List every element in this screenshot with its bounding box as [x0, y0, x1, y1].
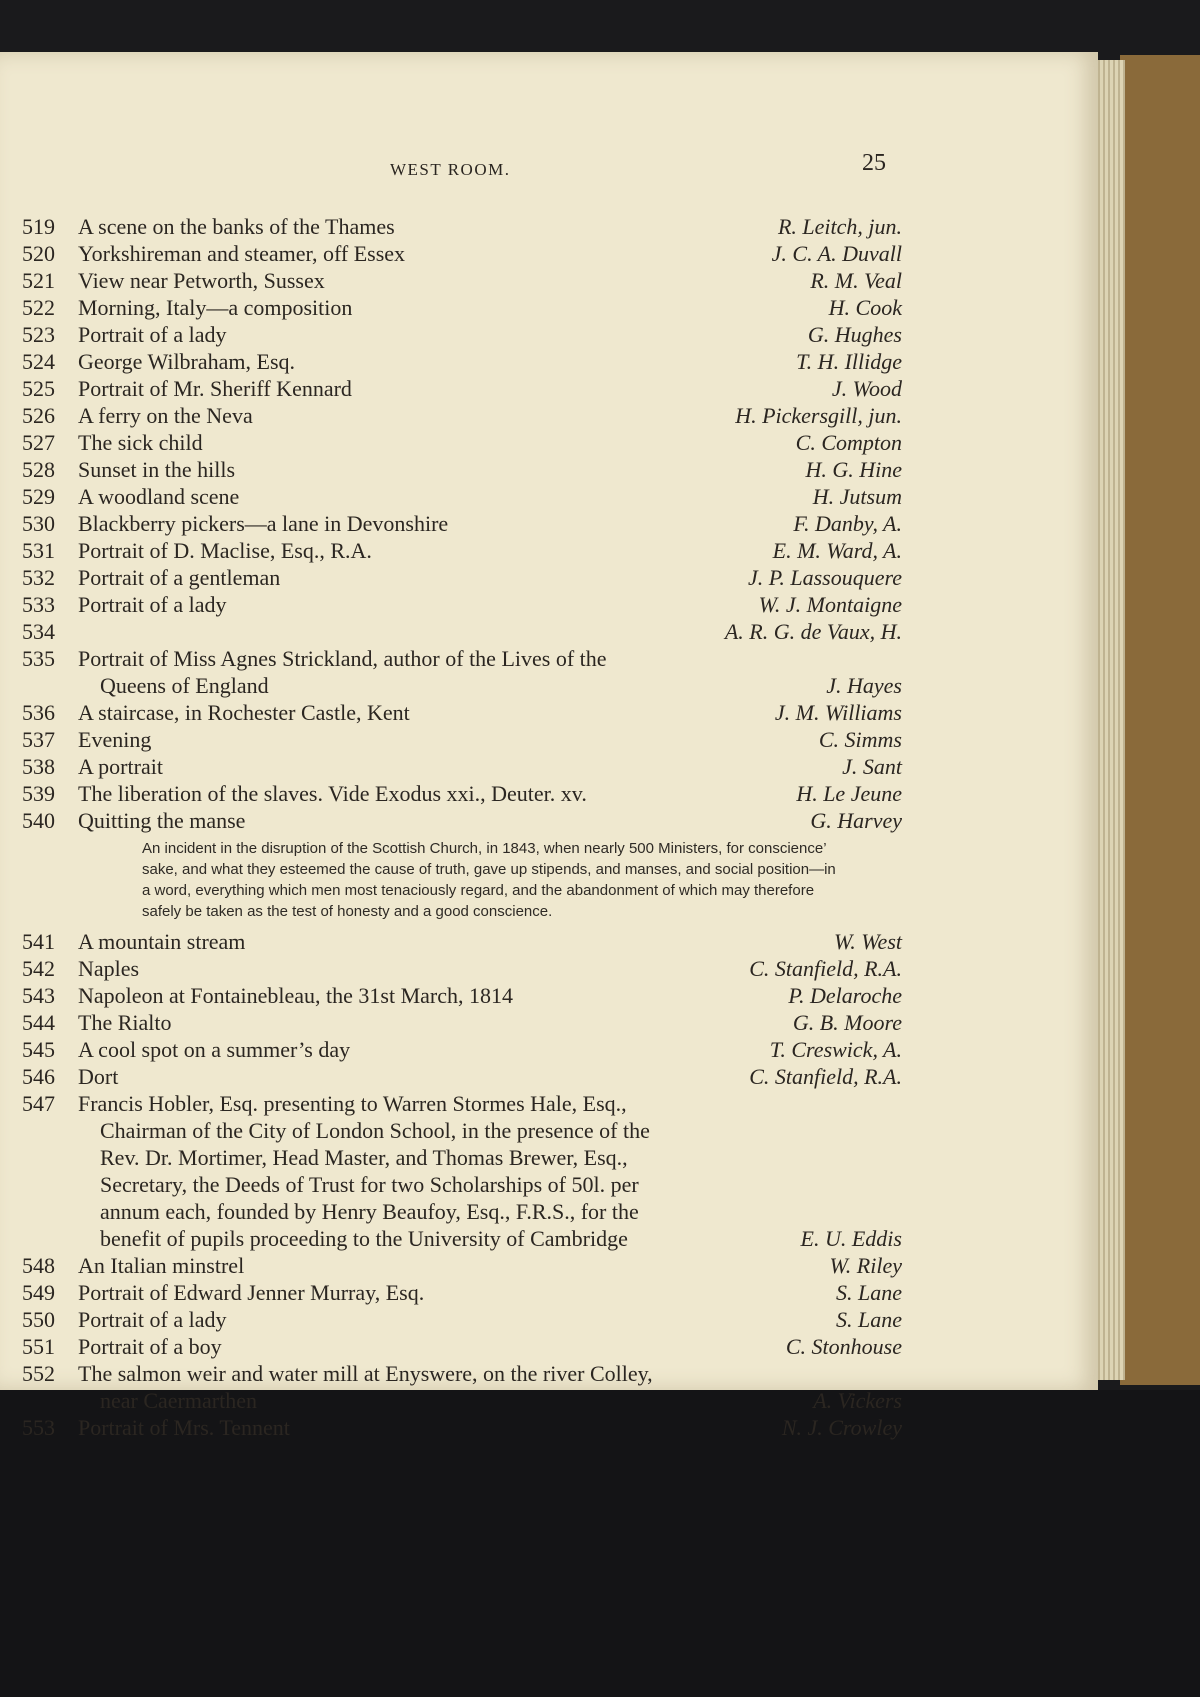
- entry-line: [22, 1252, 902, 1279]
- entry-title: A mountain stream: [78, 929, 246, 954]
- entry-number: 550: [22, 1307, 55, 1332]
- entry-artist: H. Le Jeune: [796, 781, 902, 806]
- entry-number: 531: [22, 538, 55, 563]
- entry-title: A woodland scene: [78, 484, 240, 509]
- entry-number: 552: [22, 1361, 55, 1386]
- entry-artist: E. M. Ward, A.: [772, 538, 902, 563]
- entry-line: [22, 1360, 902, 1387]
- catalogue-entry: [22, 240, 902, 267]
- entry-artist: C. Simms: [818, 727, 902, 752]
- page-header: [0, 148, 1098, 188]
- catalogue-entry: [22, 1414, 902, 1441]
- catalogue-entry: [22, 699, 902, 726]
- entry-line: [22, 1090, 902, 1117]
- running-title: WEST ROOM.: [390, 160, 511, 179]
- entry-title: A portrait: [78, 754, 163, 779]
- catalogue-entry: [22, 645, 902, 699]
- catalogue-entry: [22, 1252, 902, 1279]
- entry-number: 546: [22, 1064, 55, 1089]
- entry-title: The liberation of the slaves. Vide Exodus xxi., Deuter. xv.: [78, 781, 587, 806]
- catalogue-entry: [22, 213, 902, 240]
- entry-line: [22, 537, 902, 564]
- entry-number: 521: [22, 268, 55, 293]
- entry-title: Portrait of Miss Agnes Strickland, author of the Lives of the: [78, 646, 607, 671]
- catalogue-entry: [22, 564, 902, 591]
- catalogue-entry: [22, 429, 902, 456]
- entry-line: [22, 1171, 902, 1198]
- entry-line: [22, 672, 902, 699]
- entry-number: 529: [22, 484, 55, 509]
- entry-number: 540: [22, 808, 55, 833]
- entry-line: [22, 321, 902, 348]
- entry-number: 542: [22, 956, 55, 981]
- entry-artist: R. Leitch, jun.: [777, 214, 902, 239]
- entry-artist: F. Danby, A.: [793, 511, 902, 536]
- entry-number: 530: [22, 511, 55, 536]
- entry-artist: R. M. Veal: [810, 268, 902, 293]
- entry-title: Portrait of a lady: [78, 1307, 227, 1332]
- entry-number: 534: [22, 619, 55, 644]
- entry-artist: J. Hayes: [826, 673, 902, 698]
- catalogue-entry: [22, 807, 902, 922]
- entry-artist: H. Cook: [828, 295, 902, 320]
- entry-title: A staircase, in Rochester Castle, Kent: [78, 700, 410, 725]
- entry-line: [22, 1279, 902, 1306]
- entry-number: 522: [22, 295, 55, 320]
- entry-title: Sunset in the hills: [78, 457, 236, 482]
- entry-title: Naples: [78, 956, 140, 981]
- entry-line: [22, 1333, 902, 1360]
- entry-number: 533: [22, 592, 55, 617]
- entry-artist: E. U. Eddis: [800, 1226, 902, 1251]
- catalogue-entry: [22, 402, 902, 429]
- entry-line: [22, 591, 902, 618]
- entry-artist: J. P. Lassouquere: [748, 565, 902, 590]
- entry-title: The Rialto: [78, 1010, 172, 1035]
- entry-artist: J. M. Williams: [774, 700, 902, 725]
- entry-title-continued: Rev. Dr. Mortimer, Head Master, and Thomas Brewer, Esq.,: [100, 1145, 628, 1170]
- entry-title: View near Petworth, Sussex: [78, 268, 325, 293]
- entry-artist: J. Wood: [831, 376, 902, 401]
- entry-line: [22, 348, 902, 375]
- entry-line: [22, 1063, 902, 1090]
- entry-number: 548: [22, 1253, 55, 1278]
- entry-artist: G. Hughes: [807, 322, 902, 347]
- entry-line: [22, 982, 902, 1009]
- entry-title: Portrait of Edward Jenner Murray, Esq.: [78, 1280, 425, 1305]
- entry-artist: A. Vickers: [813, 1388, 902, 1413]
- catalogue-entry: [22, 294, 902, 321]
- entry-number: 543: [22, 983, 55, 1008]
- entry-number: 532: [22, 565, 55, 590]
- entry-title: An Italian minstrel: [78, 1253, 245, 1278]
- entry-title: Portrait of a boy: [78, 1334, 222, 1359]
- entry-artist: T. H. Illidge: [796, 349, 902, 374]
- entry-number: 538: [22, 754, 55, 779]
- entry-line: [22, 1414, 902, 1441]
- entry-line: [22, 1198, 902, 1225]
- catalogue-entry: [22, 726, 902, 753]
- entry-line: [22, 699, 902, 726]
- entry-number: 551: [22, 1334, 55, 1359]
- catalogue-entry: [22, 1009, 902, 1036]
- entry-title: Napoleon at Fontainebleau, the 31st March, 1814: [78, 983, 514, 1008]
- entry-title-continued: Chairman of the City of London School, in the presence of the: [100, 1118, 650, 1143]
- entry-line: [22, 753, 902, 780]
- entry-artist: H. Pickersgill, jun.: [735, 403, 902, 428]
- entry-title: Portrait of a lady: [78, 322, 227, 347]
- entry-line: [22, 429, 902, 456]
- entry-number: 525: [22, 376, 55, 401]
- entry-artist: G. Harvey: [810, 808, 902, 833]
- entry-line: [22, 375, 902, 402]
- entry-line: [22, 510, 902, 537]
- entry-title: Yorkshireman and steamer, off Essex: [78, 241, 406, 266]
- entry-note: An incident in the disruption of the Scottish Church, in 1843, when nearly 500 Ministers, for conscience’ sake, and what they esteemed the cause of truth, gave up stipends, and manses, and social position—in a word, everything which men most tenaciously regard, and the abandonment of which may therefore safely be taken as the test of honesty and a good conscience.: [142, 840, 836, 920]
- catalogue-entry: [22, 1306, 902, 1333]
- entry-title: Portrait of Mr. Sheriff Kennard: [78, 376, 352, 401]
- catalogue-entry: [22, 780, 902, 807]
- entry-line: [22, 726, 902, 753]
- entry-artist: C. Stanfield, R.A.: [749, 956, 902, 981]
- entry-line: [22, 267, 902, 294]
- entry-artist: C. Compton: [795, 430, 902, 455]
- entry-number: 553: [22, 1415, 55, 1440]
- entry-line: [22, 807, 902, 834]
- entry-title: Morning, Italy—a composition: [78, 295, 353, 320]
- entry-line: [22, 955, 902, 982]
- entry-artist: H. G. Hine: [805, 457, 902, 482]
- entry-line: [22, 1387, 902, 1414]
- entry-title: Portrait of D. Maclise, Esq., R.A.: [78, 538, 372, 563]
- entry-line: [22, 402, 902, 429]
- entry-number: 523: [22, 322, 55, 347]
- entry-number: 535: [22, 646, 55, 671]
- entry-title: Portrait of Mrs. Tennent: [78, 1415, 290, 1440]
- entry-number: 519: [22, 214, 55, 239]
- catalogue-entry: [22, 1360, 902, 1414]
- catalogue-entry: [22, 267, 902, 294]
- catalogue-entry: [22, 483, 902, 510]
- catalogue-entry: [22, 928, 902, 955]
- entry-number: 537: [22, 727, 55, 752]
- catalogue-entry: [22, 618, 902, 645]
- entry-artist: W. West: [833, 929, 902, 954]
- entry-number: 541: [22, 929, 55, 954]
- entry-artist: S. Lane: [836, 1280, 902, 1305]
- page-number: 25: [862, 150, 886, 176]
- catalogue-entry: [22, 510, 902, 537]
- entry-line: [22, 1225, 902, 1252]
- entry-number: 539: [22, 781, 55, 806]
- entry-artist: S. Lane: [836, 1307, 902, 1332]
- entry-number: 524: [22, 349, 55, 374]
- catalogue-entry: [22, 591, 902, 618]
- entry-line: [22, 294, 902, 321]
- entry-artist: N. J. Crowley: [781, 1415, 902, 1440]
- entry-line: [22, 780, 902, 807]
- entry-title: The sick child: [78, 430, 203, 455]
- entry-title: A ferry on the Neva: [78, 403, 253, 428]
- entry-artist: C. Stonhouse: [785, 1334, 902, 1359]
- entry-line: [22, 928, 902, 955]
- entry-artist: W. Riley: [829, 1253, 902, 1278]
- catalogue-entry: [22, 955, 902, 982]
- entry-line: [22, 213, 902, 240]
- entry-title: Quitting the manse: [78, 808, 246, 833]
- catalogue-entry: [22, 375, 902, 402]
- entry-number: 526: [22, 403, 55, 428]
- catalogue-entry: [22, 1063, 902, 1090]
- entry-title: Evening: [78, 727, 152, 752]
- entry-number: 536: [22, 700, 55, 725]
- entry-line: [22, 1036, 902, 1063]
- entry-title: Francis Hobler, Esq. presenting to Warren Stormes Hale, Esq.,: [78, 1091, 627, 1116]
- entry-title: Dort: [78, 1064, 119, 1089]
- entry-artist: H. Jutsum: [812, 484, 902, 509]
- entry-line: [22, 645, 902, 672]
- entry-number: 520: [22, 241, 55, 266]
- entry-artist: P. Delaroche: [788, 983, 902, 1008]
- entry-title: A cool spot on a summer’s day: [78, 1037, 351, 1062]
- entry-title: Portrait of a lady: [78, 592, 227, 617]
- entry-title: The salmon weir and water mill at Enyswere, on the river Colley,: [78, 1361, 653, 1386]
- entry-title-continued: annum each, founded by Henry Beaufoy, Esq., F.R.S., for the: [100, 1199, 639, 1224]
- catalogue-entry: [22, 1333, 902, 1360]
- catalogue-entry: [22, 456, 902, 483]
- catalogue-entry: [22, 753, 902, 780]
- catalogue-entry: [22, 1036, 902, 1063]
- entry-number: 547: [22, 1091, 55, 1116]
- entry-number: 544: [22, 1010, 55, 1035]
- entry-title: Blackberry pickers—a lane in Devonshire: [78, 511, 449, 536]
- catalogue-entry: [22, 1090, 902, 1252]
- book-cover-edge: [1120, 55, 1200, 1385]
- entry-artist: J. Sant: [842, 754, 902, 779]
- entry-line: [22, 240, 902, 267]
- catalogue-entry: [22, 537, 902, 564]
- entry-artist: G. B. Moore: [792, 1010, 902, 1035]
- entry-title: Portrait of a gentleman: [78, 565, 281, 590]
- entry-title: A scene on the banks of the Thames: [78, 214, 395, 239]
- entry-number: 549: [22, 1280, 55, 1305]
- entry-line: [22, 564, 902, 591]
- entry-number: 545: [22, 1037, 55, 1062]
- catalogue-entry: [22, 348, 902, 375]
- catalogue-list: [22, 213, 902, 1441]
- entry-line: [22, 456, 902, 483]
- entry-title: George Wilbraham, Esq.: [78, 349, 296, 374]
- entry-line: [22, 1117, 902, 1144]
- entry-artist: C. Stanfield, R.A.: [749, 1064, 902, 1089]
- entry-title-continued: benefit of pupils proceeding to the University of Cambridge: [100, 1226, 628, 1251]
- entry-line: [22, 1009, 902, 1036]
- catalogue-entry: [22, 1279, 902, 1306]
- entry-artist: J. C. A. Duvall: [771, 241, 902, 266]
- entry-number: 528: [22, 457, 55, 482]
- entry-title-continued: near Caermarthen: [100, 1388, 257, 1413]
- entry-line: [22, 618, 902, 645]
- catalogue-entry: [22, 982, 902, 1009]
- entry-line: [22, 483, 902, 510]
- entry-artist: T. Creswick, A.: [769, 1037, 902, 1062]
- entry-artist: A. R. G. de Vaux, H.: [724, 619, 902, 644]
- entry-line: [22, 1306, 902, 1333]
- entry-number: 527: [22, 430, 55, 455]
- entry-title-continued: Queens of England: [100, 673, 269, 698]
- catalogue-entry: [22, 321, 902, 348]
- entry-title-continued: Secretary, the Deeds of Trust for two Scholarships of 50l. per: [100, 1172, 639, 1197]
- entry-line: [22, 1144, 902, 1171]
- entry-artist: W. J. Montaigne: [758, 592, 902, 617]
